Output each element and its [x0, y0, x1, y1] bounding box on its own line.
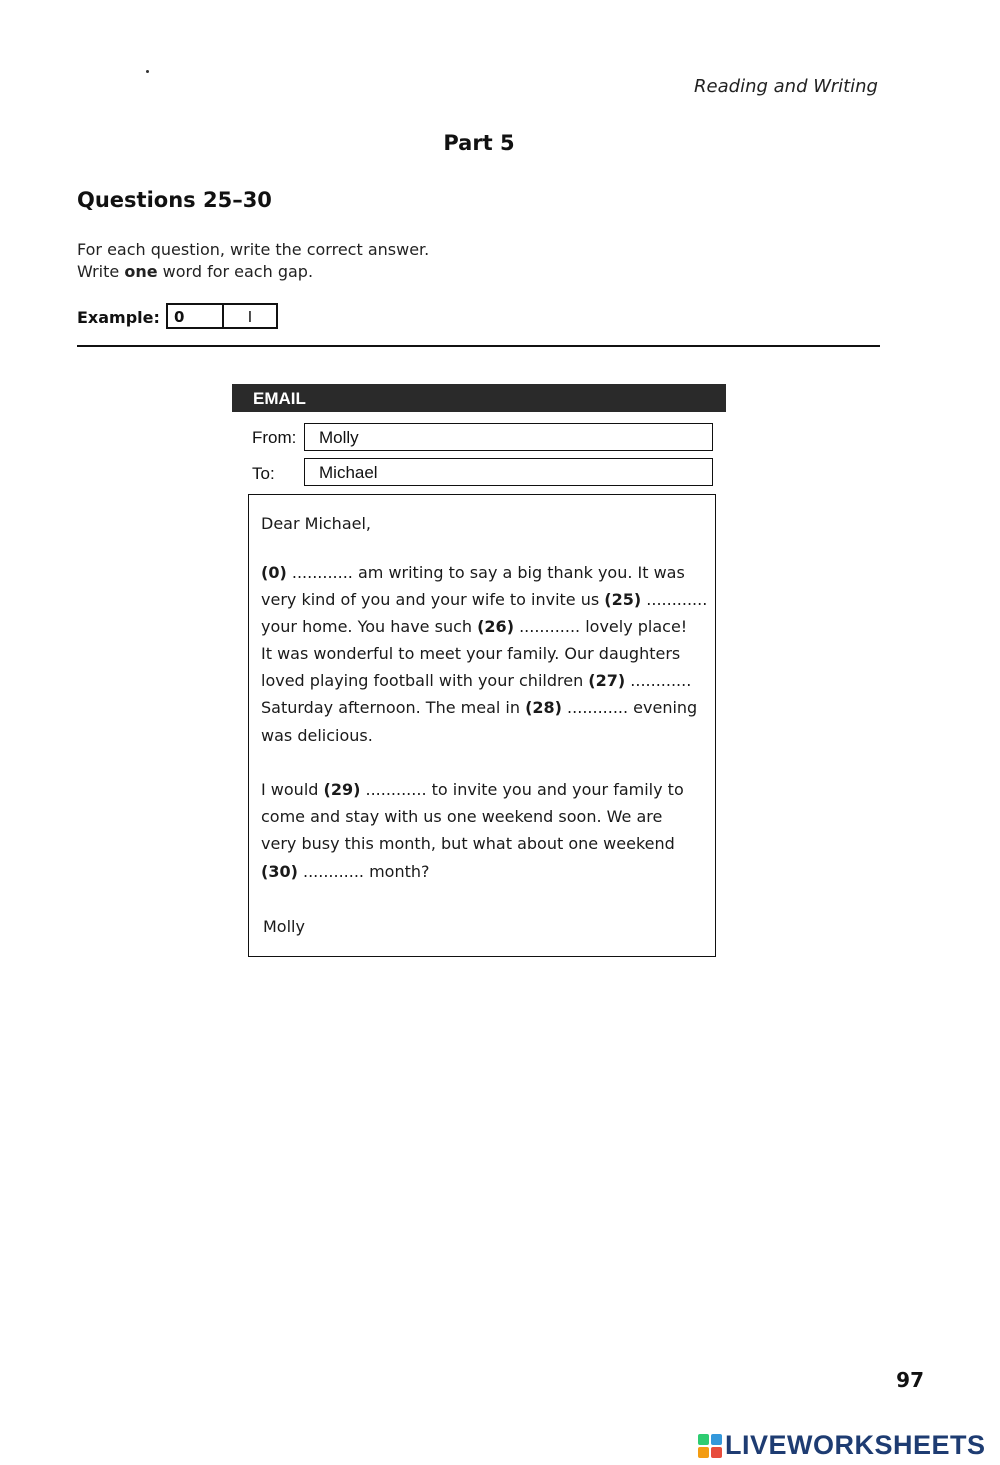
- from-label: From:: [252, 428, 297, 447]
- instruction-line-2-suffix: word for each gap.: [157, 262, 314, 281]
- email-header-bar: EMAIL: [232, 384, 726, 412]
- gap-number: (25): [604, 590, 642, 609]
- line-text: very busy this month, but what about one weekend: [261, 834, 675, 853]
- email-greeting: Dear Michael,: [261, 514, 371, 533]
- gap-number: (0): [261, 563, 287, 582]
- email-line: [261, 563, 685, 582]
- line-text: ............ evening: [561, 698, 698, 717]
- line-text: I would: [261, 780, 324, 799]
- email-line: [261, 644, 680, 663]
- line-text: come and stay with us one weekend soon. We are: [261, 807, 663, 826]
- gap-number: (28): [525, 698, 562, 717]
- email-line: [261, 617, 687, 636]
- example-box: [166, 303, 278, 329]
- line-text: your home. You have such: [261, 617, 478, 636]
- line-text: ............ lovely place!: [514, 617, 688, 636]
- email-line: [261, 862, 430, 881]
- stray-mark: [146, 70, 149, 73]
- gap-number: (27): [588, 671, 626, 690]
- section-header: Reading and Writing: [694, 76, 878, 97]
- questions-title: Questions 25–30: [77, 188, 272, 212]
- line-text: ............: [641, 590, 708, 609]
- gap-number: (26): [477, 617, 514, 636]
- gap-number: (30): [261, 862, 298, 881]
- line-text: Saturday afternoon. The meal in: [261, 698, 526, 717]
- line-text: It was wonderful to meet your family. Our daughters: [261, 644, 681, 663]
- instruction-line-2: [77, 262, 313, 281]
- email-line: [261, 834, 675, 853]
- example-label: Example:: [77, 308, 160, 327]
- to-label: To:: [252, 464, 275, 483]
- email-signature: Molly: [263, 917, 305, 936]
- liveworksheets-logo[interactable]: [698, 1430, 986, 1461]
- instruction-line-2-bold: one: [124, 262, 158, 281]
- line-text: ............ month?: [297, 862, 430, 881]
- page-number: 97: [896, 1368, 924, 1392]
- from-field: Molly: [304, 423, 713, 451]
- email-line: [261, 698, 697, 717]
- part-title: Part 5: [443, 131, 515, 155]
- email-line: [261, 726, 373, 745]
- liveworksheets-logo-icon: [698, 1434, 722, 1458]
- email-line: [261, 807, 662, 826]
- line-text: ............ to invite you and your family to: [360, 780, 684, 799]
- divider-rule: [77, 345, 880, 347]
- email-line: [261, 671, 691, 690]
- email-line: [261, 590, 707, 609]
- instruction-line-2-prefix: Write: [77, 262, 125, 281]
- example-number: 0: [168, 305, 224, 327]
- line-text: loved playing football with your children: [261, 671, 589, 690]
- email-line: [261, 780, 684, 799]
- to-field: Michael: [304, 458, 713, 486]
- line-text: very kind of you and your wife to invite us: [261, 590, 605, 609]
- logo-text: LIVEWORKSHEETS: [725, 1430, 986, 1460]
- line-text: was delicious.: [261, 726, 373, 745]
- line-text: ............ am writing to say a big thank you. It was: [286, 563, 685, 582]
- gap-number: (29): [323, 780, 361, 799]
- example-answer: I: [247, 308, 253, 326]
- instruction-line-1: For each question, write the correct answer.: [77, 240, 430, 259]
- line-text: ............: [625, 671, 692, 690]
